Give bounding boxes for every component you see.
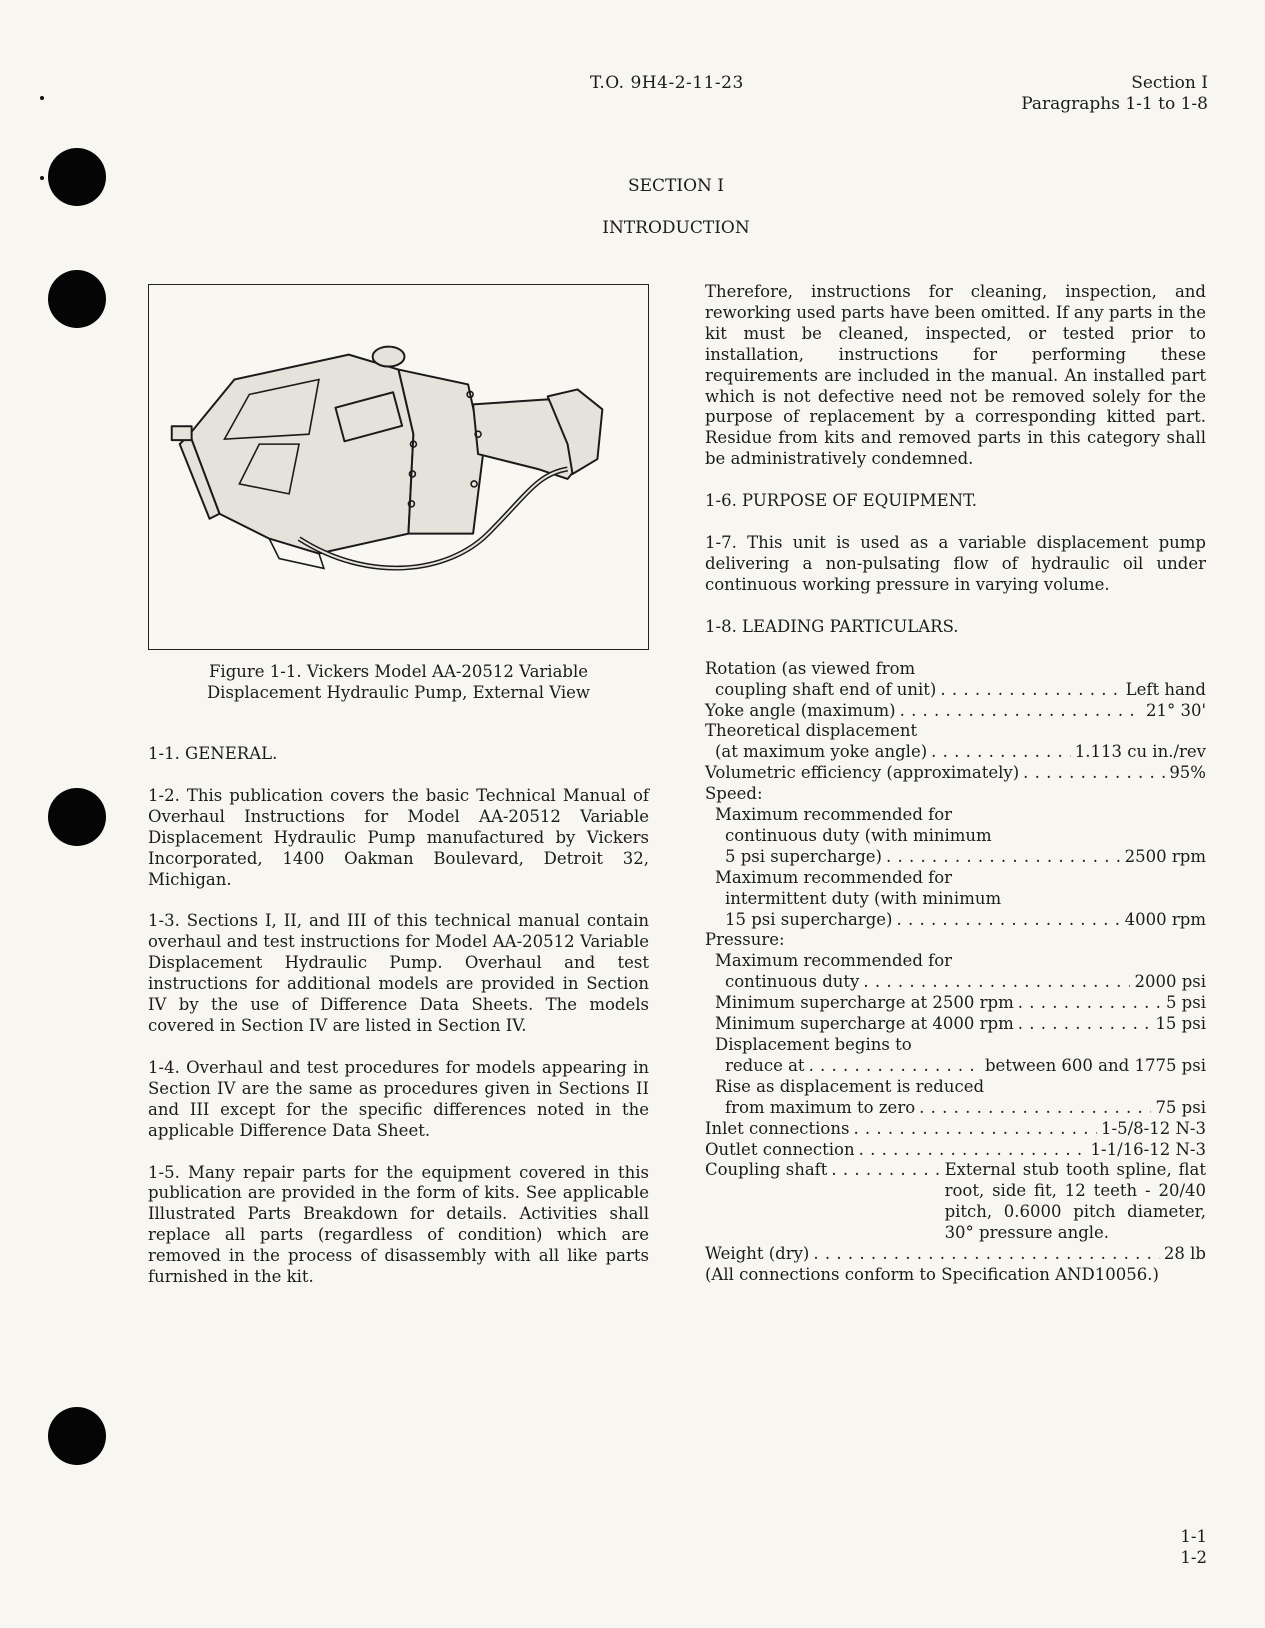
spec-row-efficiency: Volumetric efficiency (approximately) . . . 95% bbox=[705, 763, 1206, 784]
spec-label: Rise as displacement is reduced bbox=[715, 1076, 985, 1096]
paragraph-1-2: 1-2. This publication covers the basic Technical Manual of Overhaul Instructions for Model AA-20512 Variable Displacement Hydraulic Pump manufactured by Vickers Incorporated, 1400 Oakman Boulevard, Detroit 32, Michigan. bbox=[148, 785, 649, 889]
heading-1-8: 1-8. LEADING PARTICULARS. bbox=[705, 616, 959, 636]
spec-row-pressure-continuous: continuous duty . . . 2000 psi bbox=[705, 972, 1206, 993]
spec-row-inlet: Inlet connections . . . 1-5/8-12 N-3 bbox=[705, 1119, 1206, 1140]
spec-note: (All connections conform to Specification AND10056.) bbox=[705, 1264, 1159, 1284]
section-title: SECTION I bbox=[627, 176, 725, 196]
spec-label: Maximum recommended for bbox=[715, 951, 953, 971]
paragraph-1-5: 1-5. Many repair parts for the equipment covered in this publication are provided in the form of kits. See applicable Illustrated Parts Breakdown for details. Activities shall replace all parts (regardless of condition) which are removed in the process of disassembly with all like parts furnished in the kit. bbox=[148, 1162, 649, 1287]
paragraph-1-7: 1-7. This unit is used as a variable displacement pump delivering a non-pulsating flow of hydraulic oil under continuous working pressure in varying volume. bbox=[705, 533, 1206, 594]
spec-label: Displacement begins to bbox=[715, 1035, 912, 1054]
spec-label: Theoretical displacement bbox=[705, 721, 918, 741]
heading-1-1: 1-1. GENERAL. bbox=[148, 744, 278, 763]
header-right bbox=[1021, 73, 1208, 115]
spec-row-supercharge-4000: Minimum supercharge at 4000 rpm . . . 15 psi bbox=[705, 1014, 1206, 1035]
spec-label: Rotation (as viewed from bbox=[705, 658, 916, 678]
to-number: T.O. 9H4-2-11-23 bbox=[590, 73, 744, 93]
spec-row-displacement: (at maximum yoke angle) . . . 1.113 cu in./rev bbox=[705, 742, 1206, 763]
leading-particulars bbox=[705, 659, 1206, 1286]
header-paragraphs: Paragraphs 1-1 to 1-8 bbox=[1021, 94, 1208, 114]
page-number-1: 1-1 bbox=[1180, 1527, 1207, 1546]
spec-row-outlet: Outlet connection . . . 1-1/16-12 N-3 bbox=[705, 1140, 1206, 1161]
spec-label: Maximum recommended for bbox=[715, 805, 953, 825]
drive-shaft bbox=[172, 426, 192, 440]
right-column bbox=[705, 282, 1206, 1286]
scan-speck bbox=[40, 96, 44, 100]
paragraph-1-4: 1-4. Overhaul and test procedures for models appearing in Section IV are the same as procedures given in Sections II and III except for the specific differences noted in the applicable Difference Data Sheet. bbox=[148, 1057, 649, 1140]
section-subtitle: INTRODUCTION bbox=[602, 218, 750, 238]
paragraph-1-5-continued: Therefore, instructions for cleaning, inspection, and reworking used parts have been omitted. If any parts in the kit must be cleaned, inspected, or tested prior to installation, instructions for performing these requirements are included in the manual. An installed part which is not defective need not be removed solely for the purpose of replacement by a corresponding kitted part. Residue from kits and removed parts in this category shall be administratively condemned. bbox=[705, 282, 1206, 469]
spec-label: Speed: bbox=[705, 784, 763, 804]
pump-housing bbox=[190, 355, 414, 554]
spec-row-coupling: Coupling shaft . . . . . . . . . . External stub tooth spline, flat root, side fit, 12 teeth - 20/40 pitch, 0.6000 pitch diameter, 30° pressure angle. bbox=[705, 1160, 1206, 1243]
figure-caption bbox=[148, 661, 649, 703]
caption-line-1: Figure 1-1. Vickers Model AA-20512 Variable bbox=[208, 662, 589, 681]
spec-row-yoke: Yoke angle (maximum) . . . 21° 30' bbox=[705, 701, 1206, 722]
binder-hole bbox=[48, 270, 106, 328]
binder-hole bbox=[48, 788, 106, 846]
spec-label: intermittent duty (with minimum bbox=[725, 888, 1002, 908]
spec-label: continuous duty (with minimum bbox=[725, 825, 992, 845]
pump-illustration bbox=[149, 285, 648, 649]
pump-cap bbox=[373, 347, 405, 367]
caption-line-2: Displacement Hydraulic Pump, External View bbox=[206, 683, 591, 702]
page-number-2: 1-2 bbox=[1180, 1548, 1207, 1567]
spec-row-displacement-reduce: reduce at . . . between 600 and 1775 psi bbox=[705, 1056, 1206, 1077]
figure-1-1 bbox=[148, 284, 649, 650]
header-section: Section I bbox=[1131, 73, 1208, 93]
binder-hole bbox=[48, 1407, 106, 1465]
paragraph-1-3: 1-3. Sections I, II, and III of this technical manual contain overhaul and test instructions for Model AA-20512 Variable Displacement Hydraulic Pump. Overhaul and test instructions for additional models are provided in Section IV by the use of Difference Data Sheets. The models covered in Section IV are listed in Section IV. bbox=[148, 911, 649, 1035]
spec-row-rotation: coupling shaft end of unit) . . . Left hand bbox=[705, 680, 1206, 701]
spec-label: Pressure: bbox=[705, 930, 785, 950]
page-numbers bbox=[1180, 1526, 1207, 1568]
spec-row-rise: from maximum to zero . . . 75 psi bbox=[705, 1098, 1206, 1119]
left-column bbox=[148, 744, 649, 1309]
spec-row-supercharge-2500: Minimum supercharge at 2500 rpm . . . 5 psi bbox=[705, 993, 1206, 1014]
heading-1-6: 1-6. PURPOSE OF EQUIPMENT. bbox=[705, 491, 977, 511]
spec-row-speed-continuous: 5 psi supercharge) . . . 2500 rpm bbox=[705, 847, 1206, 868]
spec-row-speed-intermittent: 15 psi supercharge) . . . 4000 rpm bbox=[705, 910, 1206, 931]
spec-row-weight: Weight (dry) . . . 28 lb bbox=[705, 1244, 1206, 1265]
spec-label: Maximum recommended for bbox=[715, 867, 953, 887]
